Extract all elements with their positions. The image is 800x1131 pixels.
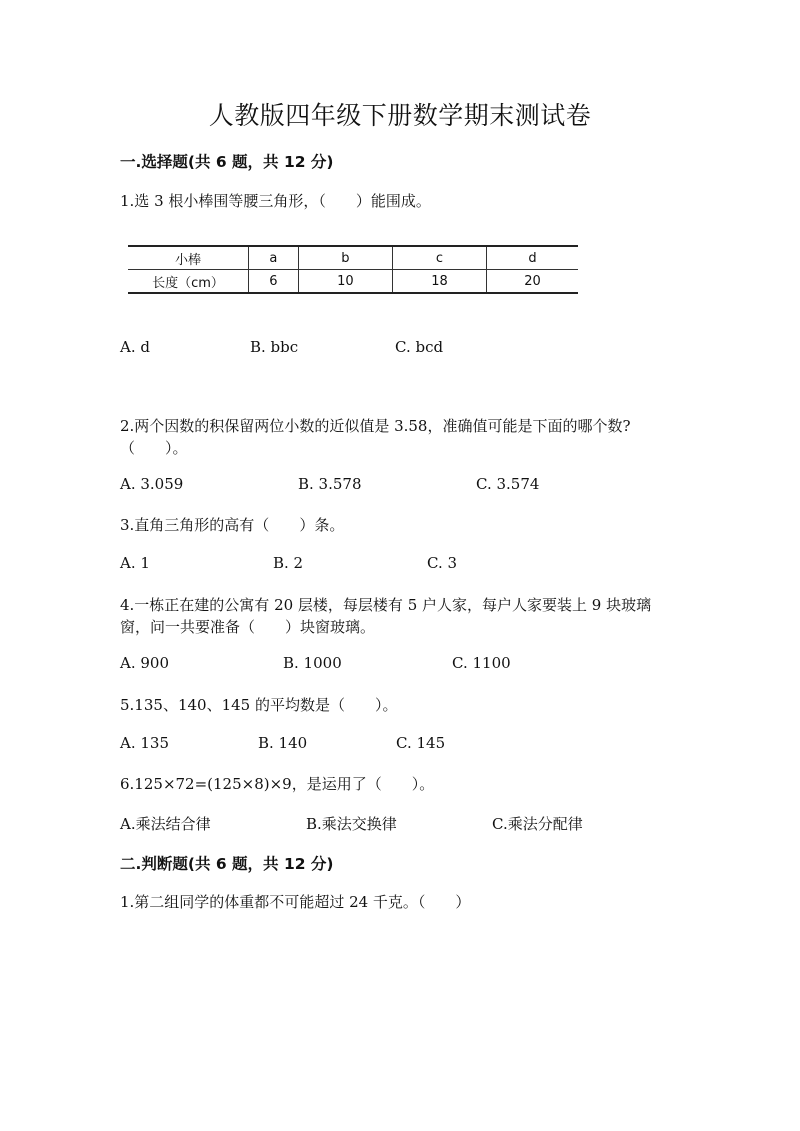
question-3-option-a[interactable]: A. 1 — [120, 554, 150, 572]
stick-length-table — [128, 245, 578, 294]
table-cell: 小棒 — [128, 246, 249, 270]
question-6-option-b[interactable]: B.乘法交换律 — [306, 815, 397, 833]
question-3-option-c[interactable]: C. 3 — [427, 554, 458, 572]
question-6-option-a[interactable]: A.乘法结合律 — [120, 815, 211, 833]
table-row — [128, 270, 578, 294]
question-6-option-c[interactable]: C.乘法分配律 — [492, 815, 583, 833]
table-cell: 18 — [392, 270, 486, 294]
question-5-option-a[interactable]: A. 135 — [120, 734, 169, 752]
table-cell: 20 — [487, 270, 578, 294]
question-3-option-b[interactable]: B. 2 — [273, 554, 304, 572]
table-cell: b — [298, 246, 392, 270]
question-2-text-cont: （ ）。 — [120, 439, 188, 457]
question-5-text: 5.135、140、145 的平均数是（ ）。 — [120, 696, 398, 714]
table-cell: c — [392, 246, 486, 270]
question-2-option-b[interactable]: B. 3.578 — [298, 475, 362, 493]
question-4-option-c[interactable]: C. 1100 — [452, 654, 511, 672]
question-4-text: 4.一栋正在建的公寓有 20 层楼，每层楼有 5 户人家，每户人家要装上 9 块玻璃 — [120, 596, 652, 614]
table-cell: 长度（cm） — [128, 270, 249, 294]
table-cell: a — [249, 246, 299, 270]
question-2-option-c[interactable]: C. 3.574 — [476, 475, 540, 493]
question-4-text-cont: 窗，问一共要准备（ ）块窗玻璃。 — [120, 618, 376, 636]
question-2-text: 2.两个因数的积保留两位小数的近似值是 3.58，准确值可能是下面的哪个数? — [120, 417, 631, 435]
table-header-row — [128, 246, 578, 270]
question-3-text: 3.直角三角形的高有（ ）条。 — [120, 516, 345, 534]
table-cell: 10 — [298, 270, 392, 294]
question-5-option-c[interactable]: C. 145 — [396, 734, 446, 752]
table-cell: 6 — [249, 270, 299, 294]
page-title: 人教版四年级下册数学期末测试卷 — [208, 101, 592, 130]
judge-question-1-text: 1.第二组同学的体重都不可能超过 24 千克。（ ） — [120, 893, 471, 911]
question-4-option-b[interactable]: B. 1000 — [283, 654, 342, 672]
section-choice-heading: 一.选择题(共 6 题，共 12 分) — [120, 153, 334, 171]
question-4-option-a[interactable]: A. 900 — [120, 654, 169, 672]
question-1-option-b[interactable]: B. bbc — [250, 338, 299, 356]
question-6-text: 6.125×72=(125×8)×9，是运用了（ ）。 — [120, 775, 435, 793]
question-2-option-a[interactable]: A. 3.059 — [120, 475, 184, 493]
question-5-option-b[interactable]: B. 140 — [258, 734, 308, 752]
section-judge-heading: 二.判断题(共 6 题，共 12 分) — [120, 855, 334, 873]
question-1-option-a[interactable]: A. d — [120, 338, 150, 356]
table-cell: d — [487, 246, 578, 270]
question-1-text: 1.选 3 根小棒围等腰三角形，（ ）能围成。 — [120, 192, 431, 210]
question-1-option-c[interactable]: C. bcd — [395, 338, 444, 356]
